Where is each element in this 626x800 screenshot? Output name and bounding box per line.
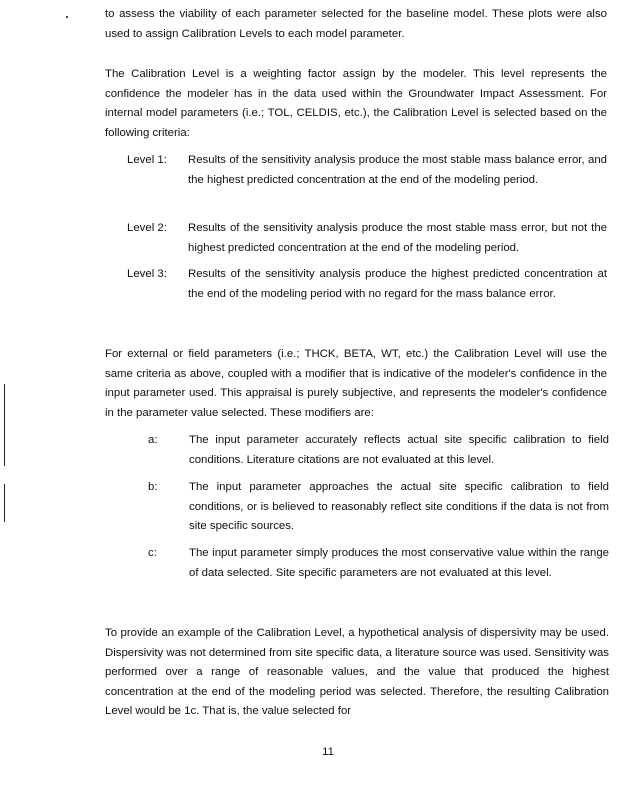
level-3-text: Results of the sensitivity analysis produce the highest predicted concentration at the end of the modeling period with no regard for the mass balance error. [188, 268, 607, 300]
scan-speck [66, 16, 68, 18]
level-2-item [127, 219, 607, 259]
page-number: 11 [322, 746, 334, 758]
level-2-label: Level 2: [127, 222, 167, 234]
external-parameters-paragraph: For external or field parameters (i.e.; THCK, BETA, WT, etc.) the Calibration Level will use the same criteria as above, coupled with a modifier that is indicative of the modeler's confidence in the input parameter used. This appraisal is purely subjective, and represents the modeler's confidence in the parameter value selected. These modifiers are: [105, 348, 607, 419]
level-1-label: Level 1: [127, 154, 167, 166]
calibration-level-paragraph: The Calibration Level is a weighting factor assign by the modeler. This level represents the confidence the modeler has in the data used within the Groundwater Impact Assessment. For internal model parameters (i.e.; TOL, CELDIS, etc.), the Calibration Level is selected based on the following criteria: [105, 68, 607, 139]
level-3-item [127, 265, 607, 325]
level-1-item [127, 151, 607, 211]
modifier-c-label: c: [148, 547, 157, 559]
example-paragraph: To provide an example of the Calibration Level, a hypothetical analysis of dispersivity may be used. Dispersivity was not determined from site specific data, a literature source was used. Sensitivity was performed over a range of reasonable values, and the value that produced the highest concentration at the end of the modeling period was selected. Therefore, the resulting Calibration Level would be 1c. That is, the value selected for [105, 627, 609, 718]
level-1-text: Results of the sensitivity analysis produce the most stable mass balance error, and the highest predicted concentration at the end of the modeling period. [188, 154, 607, 186]
margin-bar-lower [4, 484, 5, 522]
level-3-label: Level 3: [127, 268, 167, 280]
modifier-b-label: b: [148, 481, 158, 493]
modifier-a-text: The input parameter accurately reflects actual site specific calibration to field conditions. Literature citations are not evaluated at this level. [189, 434, 609, 466]
modifier-b-item [148, 478, 609, 538]
modifier-a-label: a: [148, 434, 158, 446]
modifier-a-item [148, 431, 609, 471]
modifier-c-item [148, 544, 609, 604]
intro-paragraph: to assess the viability of each parameter selected for the baseline model. These plots were also used to assign Calibration Levels to each model parameter. [105, 8, 607, 40]
level-2-text: Results of the sensitivity analysis produce the most stable mass error, but not the highest predicted concentration at the end of the modeling period. [188, 222, 607, 254]
modifier-c-text: The input parameter simply produces the most conservative value within the range of data selected. Site specific parameters are not evaluated at this level. [189, 547, 609, 579]
margin-bar-upper [4, 384, 5, 466]
modifier-b-text: The input parameter approaches the actual site specific calibration to field conditions, or is believed to reasonably reflect site conditions if the data is not from site specific sources. [189, 481, 609, 533]
